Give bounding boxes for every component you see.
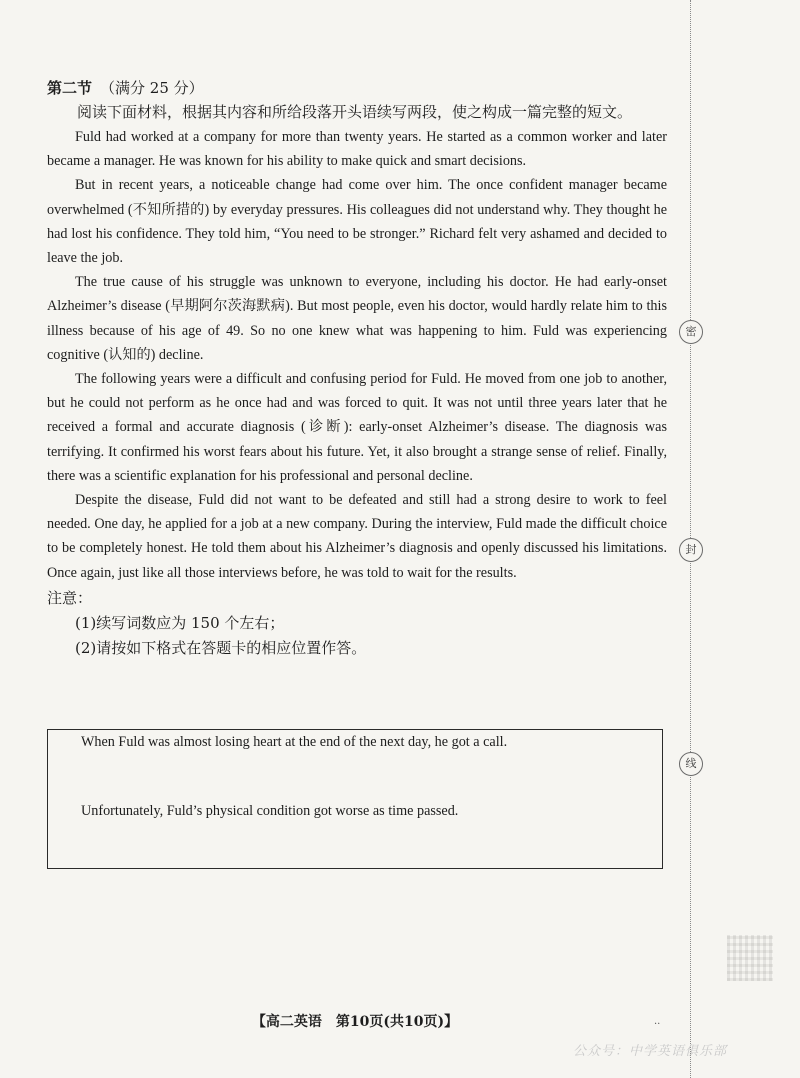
section-heading <box>47 78 667 98</box>
instruction-text: 阅读下面材料，根据其内容和所给段落开头语续写两段，使之构成一篇完整的短文。 <box>77 103 633 121</box>
binding-mark-xian: 线 <box>679 752 703 776</box>
binding-mark-feng: 封 <box>679 538 703 562</box>
watermark-text: 公众号：中学英语俱乐部 <box>573 1044 728 1059</box>
answer-opening-line-1: When Fuld was almost losing heart at the end of the next day, he got a call. <box>81 734 508 750</box>
page-footer <box>0 1011 800 1031</box>
story-paragraph-5: Despite the disease, Fuld did not want to be defeated and still had a strong desire to work to feel needed. One day, he applied for a job at a new company. During the interview, Fuld made the difficult choice to be completely honest. He told them about his Alzheimer’s diagnosis and openly discussed his limitations. Once again, just like all those interviews before, he was told to wait for the results. <box>47 492 667 581</box>
story-paragraph-4: The following years were a difficult and confusing period for Fuld. He moved from one job to another, but he could not perform as he once had and was forced to quit. It was not until three years later that he received a formal and accurate diagnosis (诊断): early-onset Alzheimer’s disease. The diagnosis was terrifying. It confirmed his worst fears about his future. Yet, it also brought a strange sense of relief. Finally, there was a scientific explanation for his professional and personal decline. <box>47 371 667 484</box>
notes-title: 注意： <box>47 588 93 607</box>
end-mark: .. <box>654 1016 661 1027</box>
answer-format-box <box>47 729 663 869</box>
note-item-2: (2)请按如下格式在答题卡的相应位置作答。 <box>75 638 367 657</box>
story-paragraph-3: The true cause of his struggle was unknown to everyone, including his doctor. He had early-onset Alzheimer’s disease (早期阿尔茨海默病). But most people, even his doctor, would hardly relate him to this illness because of his age of 49. So no one knew what was happening to him. Fuld was experiencing cognitive (认知的) decline. <box>47 274 667 363</box>
note-item-1: (1)续写词数应为 150 个左右； <box>75 613 285 632</box>
section-score: （满分 25 分） <box>100 79 204 97</box>
faded-qr-code-icon <box>727 935 773 981</box>
section-title: 第二节 <box>47 79 93 97</box>
footer-text: 【高二英语 第10页(共10页)】 <box>251 1014 459 1030</box>
story-paragraph-1: Fuld had worked at a company for more than twenty years. He started as a common worker and later became a manager. He was known for his ability to make quick and smart decisions. <box>47 129 667 170</box>
story-paragraph-2: But in recent years, a noticeable change had come over him. The once confident manager became overwhelmed (不知所措的) by everyday pressures. His colleagues did not understand why. They thought he had lost his confidence. They told him, “You need to be stronger.” Richard felt very ashamed and decided to leave the job. <box>47 177 667 267</box>
binding-mark-mi: 密 <box>679 320 703 344</box>
answer-opening-line-2: Unfortunately, Fuld’s physical condition got worse as time passed. <box>81 803 459 819</box>
exam-content <box>47 78 667 661</box>
